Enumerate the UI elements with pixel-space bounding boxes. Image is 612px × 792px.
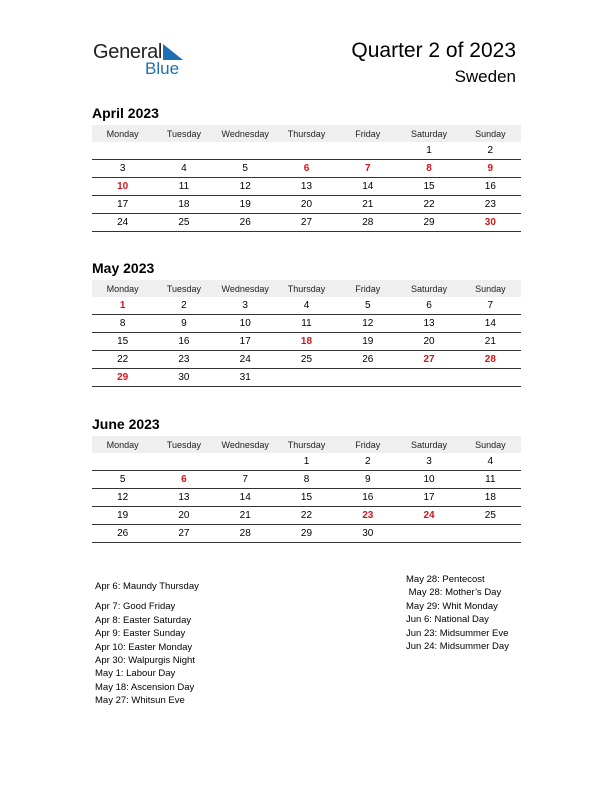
day-cell: 21	[484, 336, 496, 347]
day-cell: 15	[300, 492, 313, 503]
holiday-entry: Apr 9: Easter Sunday	[95, 628, 186, 640]
holiday-entry: May 29: Whit Monday	[406, 600, 498, 612]
weekday-label: Tuesday	[166, 128, 202, 139]
day-cell: 24	[423, 510, 435, 521]
logo	[93, 41, 193, 81]
day-cell: 31	[239, 372, 251, 383]
day-cell: 10	[239, 318, 251, 329]
day-cell: 24	[239, 354, 251, 365]
day-cell: 11	[301, 318, 312, 329]
day-cell: 1	[303, 456, 310, 467]
day-cell: 15	[423, 181, 435, 192]
week-row	[92, 507, 521, 525]
day-cell: 27	[300, 217, 313, 228]
day-cell: 16	[484, 181, 496, 192]
holiday-list-right	[406, 573, 509, 653]
day-cell: 6	[181, 474, 187, 485]
weekday-label: Saturday	[411, 283, 448, 294]
day-cell: 20	[178, 510, 190, 521]
day-cell: 30	[178, 372, 190, 383]
day-cell: 14	[362, 181, 374, 192]
day-cell: 24	[117, 217, 129, 228]
day-cell: 28	[362, 217, 374, 228]
month-title: June 2023	[92, 416, 160, 432]
page-title: Quarter 2 of 2023	[351, 39, 516, 62]
day-cell: 23	[362, 510, 374, 521]
month-april	[92, 104, 521, 232]
holiday-entry: Jun 23: Midsummer Eve	[406, 627, 509, 639]
weekday-label: Tuesday	[166, 283, 202, 294]
weekday-label: Thursday	[287, 283, 326, 294]
day-cell: 25	[484, 510, 496, 521]
day-cell: 4	[303, 300, 310, 311]
day-cell: 18	[300, 336, 313, 347]
day-cell: 11	[178, 181, 190, 192]
day-cell: 29	[300, 528, 313, 539]
weekday-label: Sunday	[475, 283, 506, 294]
month-title: May 2023	[92, 260, 155, 276]
day-cell: 17	[117, 199, 129, 210]
day-cell: 12	[239, 181, 251, 192]
day-cell: 17	[239, 336, 251, 347]
day-cell: 25	[178, 217, 190, 228]
day-cell: 14	[239, 492, 251, 503]
weekday-label: Saturday	[411, 128, 448, 139]
day-cell: 6	[426, 300, 432, 311]
logo-general-text: General	[93, 41, 163, 63]
week-row	[92, 214, 521, 232]
day-cell: 28	[239, 528, 251, 539]
week-row	[92, 333, 521, 351]
weekday-label: Friday	[355, 439, 381, 450]
day-cell: 30	[362, 528, 374, 539]
day-cell: 5	[242, 163, 248, 174]
day-cell: 11	[485, 474, 496, 485]
day-cell: 12	[362, 318, 374, 329]
holiday-entry: Apr 30: Walpurgis Night	[95, 655, 195, 667]
day-cell: 9	[364, 474, 371, 485]
day-cell: 22	[300, 510, 313, 521]
month-title: April 2023	[92, 105, 159, 121]
month-june	[92, 415, 521, 543]
logo-blue-text: Blue	[145, 59, 180, 78]
week-row	[92, 142, 521, 160]
day-cell: 8	[119, 318, 126, 329]
week-row	[92, 351, 521, 369]
weekday-label: Wednesday	[221, 439, 269, 450]
day-cell: 13	[300, 181, 313, 192]
day-cell: 25	[300, 354, 313, 365]
month-may	[92, 259, 521, 387]
country-name: Sweden	[454, 67, 516, 86]
holiday-entry: May 28: Pentecost	[406, 574, 485, 585]
day-cell: 10	[117, 181, 129, 192]
day-cell: 29	[423, 217, 435, 228]
day-cell: 4	[181, 163, 187, 174]
day-cell: 3	[242, 300, 248, 311]
day-cell: 28	[484, 354, 496, 365]
day-cell: 15	[117, 336, 129, 347]
day-cell: 8	[303, 474, 310, 485]
weekday-header	[92, 125, 521, 142]
week-row	[92, 196, 521, 214]
week-row	[92, 369, 521, 387]
holiday-entry: Apr 7: Good Friday	[95, 601, 176, 613]
day-cell: 29	[117, 372, 129, 383]
holiday-entry: Jun 24: Midsummer Day	[406, 641, 509, 653]
day-cell: 2	[364, 456, 371, 467]
weekday-header	[92, 436, 521, 453]
day-cell: 19	[362, 336, 374, 347]
weekday-label: Monday	[106, 439, 139, 450]
logo-triangle-icon	[161, 44, 183, 60]
weekday-label: Friday	[355, 283, 381, 294]
day-cell: 27	[178, 528, 190, 539]
weekday-label: Monday	[106, 283, 139, 294]
weekday-label: Saturday	[411, 439, 448, 450]
weekday-label: Thursday	[287, 128, 326, 139]
weekday-label: Thursday	[287, 439, 326, 450]
week-row	[92, 160, 521, 178]
day-cell: 13	[178, 492, 190, 503]
week-row	[92, 471, 521, 489]
day-cell: 20	[423, 336, 435, 347]
day-cell: 17	[423, 492, 435, 503]
day-cell: 7	[242, 474, 248, 485]
day-cell: 5	[119, 474, 126, 485]
day-cell: 19	[239, 199, 251, 210]
day-cell: 23	[484, 199, 496, 210]
day-cell: 27	[423, 354, 435, 365]
day-cell: 2	[487, 145, 494, 156]
week-row	[92, 297, 521, 315]
day-cell: 9	[487, 163, 494, 174]
day-cell: 26	[117, 528, 129, 539]
day-cell: 21	[362, 199, 374, 210]
day-cell: 7	[487, 300, 494, 311]
day-cell: 7	[364, 163, 371, 174]
day-cell: 16	[178, 336, 190, 347]
day-cell: 3	[426, 456, 432, 467]
holiday-entry: Jun 6: National Day	[406, 614, 489, 626]
day-cell: 18	[178, 199, 190, 210]
holiday-entry: May 1: Labour Day	[95, 668, 176, 680]
day-cell: 5	[364, 300, 371, 311]
weekday-label: Sunday	[475, 128, 506, 139]
week-row	[92, 525, 521, 543]
day-cell: 22	[117, 354, 129, 365]
day-cell: 26	[239, 217, 251, 228]
day-cell: 12	[117, 492, 129, 503]
day-cell: 23	[178, 354, 190, 365]
day-cell: 9	[181, 318, 187, 329]
holiday-entry: Apr 6: Maundy Thursday	[95, 581, 199, 592]
weekday-label: Friday	[355, 128, 381, 139]
holiday-entry: May 28: Mother’s Day	[406, 587, 502, 599]
day-cell: 30	[484, 217, 496, 228]
day-cell: 3	[119, 163, 126, 174]
day-cell: 19	[117, 510, 129, 521]
day-cell: 1	[119, 300, 126, 311]
day-cell: 13	[423, 318, 435, 329]
day-cell: 22	[423, 199, 435, 210]
day-cell: 18	[484, 492, 496, 503]
weekday-label: Wednesday	[221, 283, 269, 294]
holiday-entry: Apr 10: Easter Monday	[95, 641, 193, 653]
day-cell: 1	[426, 145, 432, 156]
holiday-entry: May 18: Ascension Day	[95, 681, 195, 693]
week-row	[92, 315, 521, 333]
day-cell: 21	[239, 510, 251, 521]
weekday-label: Wednesday	[221, 128, 269, 139]
weekday-label: Monday	[106, 128, 139, 139]
weekday-header	[92, 280, 521, 297]
day-cell: 2	[181, 300, 187, 311]
week-row	[92, 178, 521, 196]
day-cell: 20	[300, 199, 313, 210]
holiday-entry: Apr 8: Easter Saturday	[95, 614, 192, 626]
day-cell: 4	[487, 456, 494, 467]
holiday-list-left	[95, 580, 199, 708]
day-cell: 16	[362, 492, 374, 503]
weekday-label: Sunday	[475, 439, 506, 450]
weekday-label: Tuesday	[166, 439, 202, 450]
day-cell: 26	[362, 354, 374, 365]
day-cell: 6	[303, 163, 310, 174]
week-row	[92, 453, 521, 471]
week-row	[92, 489, 521, 507]
day-cell: 14	[484, 318, 496, 329]
holiday-entry: May 27: Whitsun Eve	[95, 695, 185, 707]
day-cell: 10	[423, 474, 435, 485]
day-cell: 8	[426, 163, 432, 174]
